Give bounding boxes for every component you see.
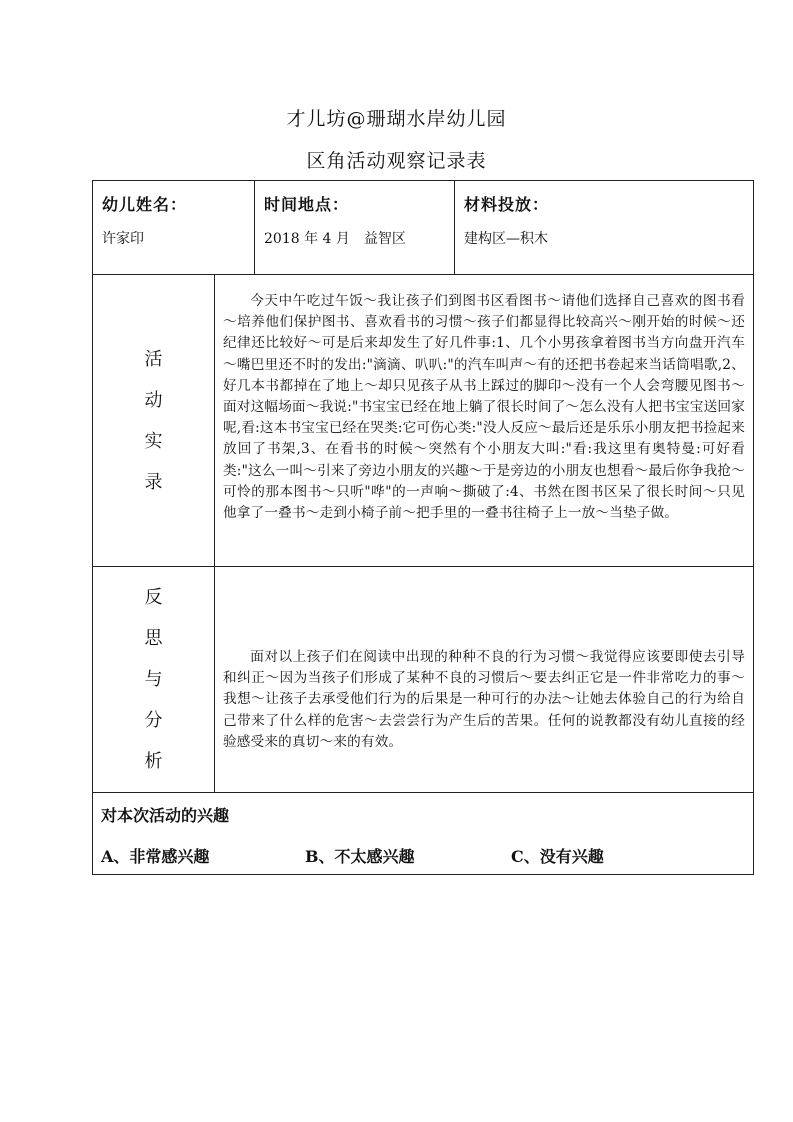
child-name-cell <box>93 181 255 275</box>
time-place-value: 2018 年 4 月 益智区 <box>264 231 406 247</box>
reflection-label-char: 思 <box>144 628 163 649</box>
form-title: 区角活动观察记录表 <box>306 150 487 172</box>
activity-record-cell <box>215 275 754 567</box>
activity-label-char: 实 <box>144 430 163 452</box>
activity-label-char: 活 <box>144 348 163 370</box>
time-place-cell <box>255 181 455 275</box>
reflection-label-char: 与 <box>144 669 163 690</box>
activity-label-char: 录 <box>144 471 163 493</box>
info-row <box>93 181 754 275</box>
materials-label: 材料投放： <box>464 195 550 214</box>
reflection-label-char: 析 <box>144 751 163 772</box>
activity-record-label <box>93 275 215 567</box>
reflection-text: 面对以上孩子们在阅读中出现的种种不良的行为习惯～我觉得应该要即使去引导和纠正～因为当孩子们形成了某种不良的习惯后～要去纠正它是一件非常吃力的事～我想～让孩子去承受他们行为的后果是一种可行的办法～让她去体验自己的行为给自己带来了什么样的危害～去尝尝行为产生后的苦果。任何的说教都没有幼儿直接的经验感受来的真切～来的有效。 <box>223 649 746 750</box>
materials-value: 建构区—积木 <box>464 231 549 247</box>
option-not-very-interested[interactable]: B、不太感兴趣 <box>305 847 415 866</box>
reflection-cell <box>215 567 754 793</box>
school-name: 才儿坊@珊瑚水岸幼儿园 <box>286 108 507 130</box>
option-not-interested[interactable]: C、没有兴趣 <box>511 847 604 866</box>
reflection-label <box>93 567 215 793</box>
child-name-value: 许家印 <box>102 231 144 247</box>
interest-options <box>93 844 753 874</box>
time-place-label: 时间地点： <box>264 195 350 214</box>
child-name-label: 幼儿姓名： <box>102 195 188 214</box>
reflection-label-char: 分 <box>144 710 163 731</box>
activity-record-text: 今天中午吃过午饭～我让孩子们到图书区看图书～请他们选择自己喜欢的图书看～培养他们保护图书、喜欢看书的习惯～孩子们都显得比较高兴～刚开始的时候～还纪律还比较好～可是后来却发生了好几件事:1、几个小男孩拿着图书当方向盘开汽车～嘴巴里还不时的发出:"滴滴、叭叭:"的汽车叫声～有的还把书卷起来当话筒唱歌,2、好几本书都掉在了地上～却只见孩子从书上踩过的脚印～没有一个人会弯腰见图书～面对这幅场面～我说:"书宝宝已经在地上躺了很长时间了～怎么没有人把书宝宝送回家呢,看:这本书宝宝已经在哭类:它可伤心类:"没人反应～最后还是乐乐小朋友把书捡起来放回了书架,3、在看书的时候～突然有个小朋友大叫:"看:我这里有奥特曼:可好看类:"这么一叫～引来了旁边小朋友的兴趣～于是旁边的小朋友也想看～最后你争我抢～可怜的那本图书～只听"哗"的一声响～撕破了:4、书然在图书区呆了很长时间～只见他拿了一叠书～走到小椅子前～把手里的一叠书往椅子上一放～当垫子做。 <box>223 293 746 522</box>
reflection-label-char: 反 <box>144 587 163 608</box>
observation-record-table <box>92 180 754 875</box>
interest-row <box>93 793 754 875</box>
reflection-row <box>93 567 754 793</box>
option-very-interested[interactable]: A、非常感兴趣 <box>101 847 210 866</box>
activity-row <box>93 275 754 567</box>
materials-cell <box>455 181 754 275</box>
interest-cell <box>93 793 754 875</box>
activity-label-char: 动 <box>144 389 163 411</box>
interest-title: 对本次活动的兴趣 <box>101 806 230 825</box>
